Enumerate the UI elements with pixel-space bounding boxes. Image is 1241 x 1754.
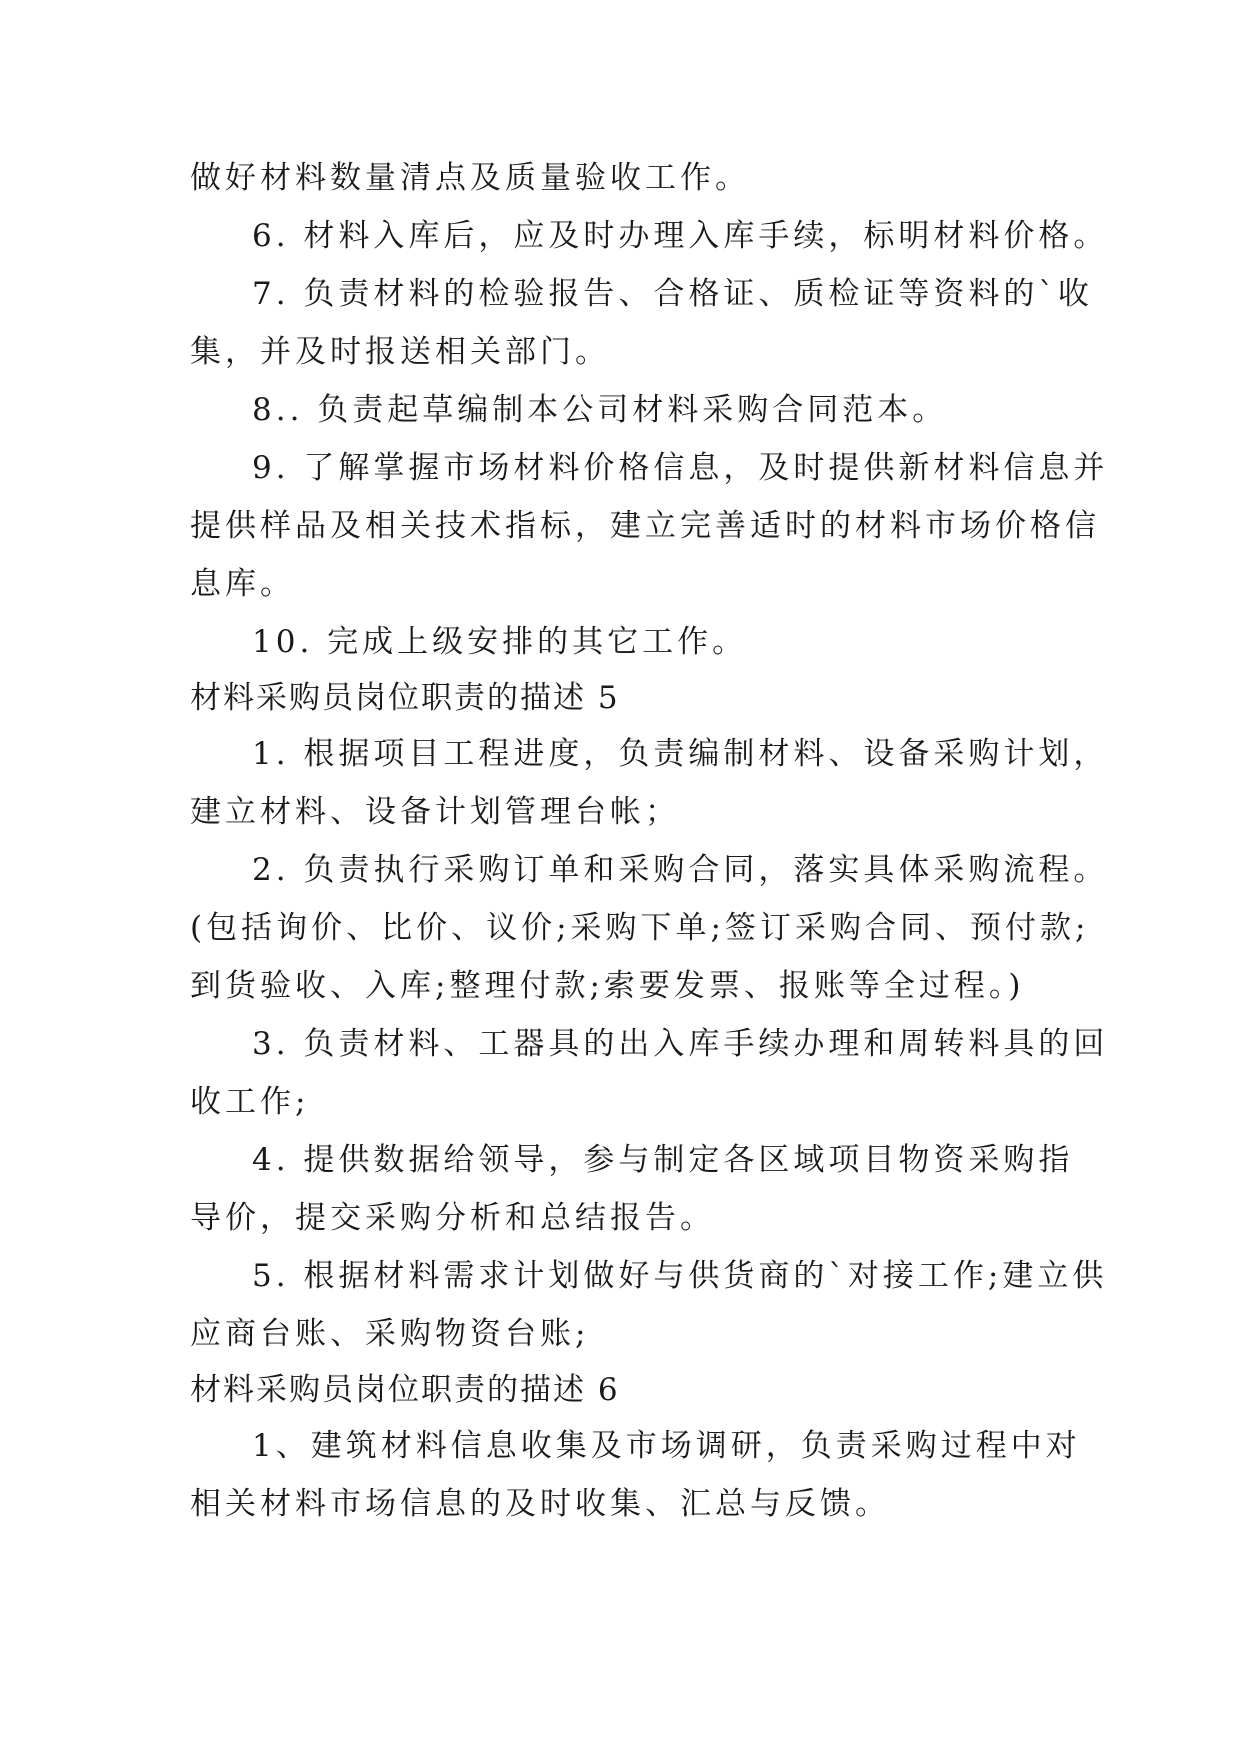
text-line: 相关材料市场信息的及时收集、汇总与反馈。 bbox=[190, 1486, 890, 1522]
section-heading: 材料采购员岗位职责的描述 6 bbox=[190, 1372, 620, 1408]
list-item: 1、建筑材料信息收集及市场调研，负责采购过程中对 bbox=[252, 1428, 1081, 1464]
list-item: 6. 材料入库后，应及时办理入库手续，标明材料价格。 bbox=[252, 218, 1109, 254]
list-item: 4. 提供数据给领导，参与制定各区域项目物资采购指 bbox=[252, 1142, 1074, 1178]
list-item: 3. 负责材料、工器具的出入库手续办理和周转料具的回 bbox=[252, 1026, 1109, 1062]
text-line: 做好材料数量清点及质量验收工作。 bbox=[190, 160, 750, 196]
section-heading: 材料采购员岗位职责的描述 5 bbox=[190, 680, 620, 716]
text-line: 导价，提交采购分析和总结报告。 bbox=[190, 1200, 715, 1236]
text-line: 应商台账、采购物资台账; bbox=[190, 1316, 590, 1352]
list-item: 10. 完成上级安排的其它工作。 bbox=[252, 624, 748, 660]
list-item: 5. 根据材料需求计划做好与供货商的`对接工作;建立供 bbox=[252, 1258, 1108, 1294]
text-line: 息库。 bbox=[190, 566, 295, 602]
text-line: 收工作; bbox=[190, 1084, 310, 1120]
list-item: 8.. 负责起草编制本公司材料采购合同范本。 bbox=[252, 392, 948, 428]
list-item: 2. 负责执行采购订单和采购合同，落实具体采购流程。 bbox=[252, 852, 1109, 888]
list-item: 1. 根据项目工程进度，负责编制材料、设备采购计划， bbox=[252, 736, 1109, 772]
list-item: 9. 了解掌握市场材料价格信息，及时提供新材料信息并 bbox=[252, 450, 1109, 486]
text-line: 到货验收、入库;整理付款;索要发票、报账等全过程。) bbox=[190, 968, 1025, 1004]
text-line: (包括询价、比价、议价;采购下单;签订采购合同、预付款; bbox=[190, 910, 1090, 946]
list-item: 7. 负责材料的检验报告、合格证、质检证等资料的`收 bbox=[252, 276, 1093, 312]
text-line: 集，并及时报送相关部门。 bbox=[190, 334, 610, 370]
text-line: 提供样品及相关技术指标，建立完善适时的材料市场价格信 bbox=[190, 508, 1100, 544]
text-line: 建立材料、设备计划管理台帐； bbox=[190, 794, 680, 830]
